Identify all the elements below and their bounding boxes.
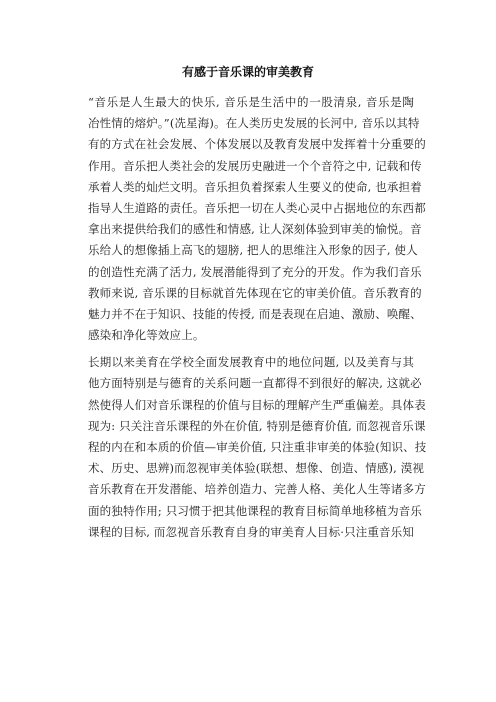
document-title: 有感于音乐课的审美教育 [181,65,314,79]
text-line: 课程的目标, 而忽视音乐教育自身的审美育人目标·只注重音乐知 [88,524,414,539]
text-line: 乐给人的想像插上高飞的翅膀, 把人的思维注入形象的因子, 使人 [88,243,418,258]
text-line: 冶性情的熔炉。”(冼星海)。在人类历史发展的长河中, 音乐以其特 [88,116,420,131]
text-line: 面的独特作用; 只习惯于把其他课程的教育目标简单地移植为音乐 [88,503,423,518]
paragraph-2 [88,352,427,543]
text-line: 拿出来提供给我们的感性和情感, 让人深刻体验到审美的愉悦。音 [88,222,422,237]
text-line: 的创造性充满了活力, 发展潜能得到了充分的开发。作为我们音乐 [88,264,422,279]
text-line: “音乐是人生最大的快乐, 音乐是生活中的一股清泉, 音乐是陶 [88,95,414,109]
paragraph-1 [88,92,426,346]
text-line: 感染和净化等效应上。 [88,328,205,343]
text-line: 教师来说, 音乐课的目标就首先体现在它的审美价值。音乐教育的 [88,285,422,300]
text-line: 指导人生道路的责任。音乐把一切在人类心灵中占据地位的东西都 [88,200,426,215]
text-line: 作用。音乐把人类社会的发展历史融进一个个音符之中, 记载和传 [88,158,422,173]
text-line: 他方面特别是与德育的关系问题一直都得不到很好的解决, 这就必 [88,376,422,391]
text-line: 长期以来美育在学校全面发展教育中的地位问题, 以及美育与其 [88,355,414,370]
text-line: 有的方式在社会发展、个体发展以及教育发展中发挥着十分重要的 [88,137,426,152]
text-line: 程的内在和本质的价值—审美价值, 只注重非审美的体验(知识、技 [88,440,427,454]
text-line: 现为: 只关注音乐课程的外在价值, 特别是德育价值, 而忽视音乐课 [88,418,426,433]
text-line: 魅力并不在于知识、技能的传授, 而是表现在启迪、激励、唤醒、 [88,306,422,321]
text-line: 音乐教育在开发潜能、培养创造力、完善人格、美化人生等诸多方 [88,482,426,497]
text-line: 术、历史、思辨)而忽视审美体验(联想、想像、创造、情感), 漠视 [88,461,425,476]
text-line: 然使得人们对音乐课程的价值与目标的理解产生严重偏差。具体表 [88,397,426,412]
document-body [88,92,427,549]
text-line: 承着人类的灿烂文明。音乐担负着探索人生要义的使命, 也承担着 [88,179,422,194]
